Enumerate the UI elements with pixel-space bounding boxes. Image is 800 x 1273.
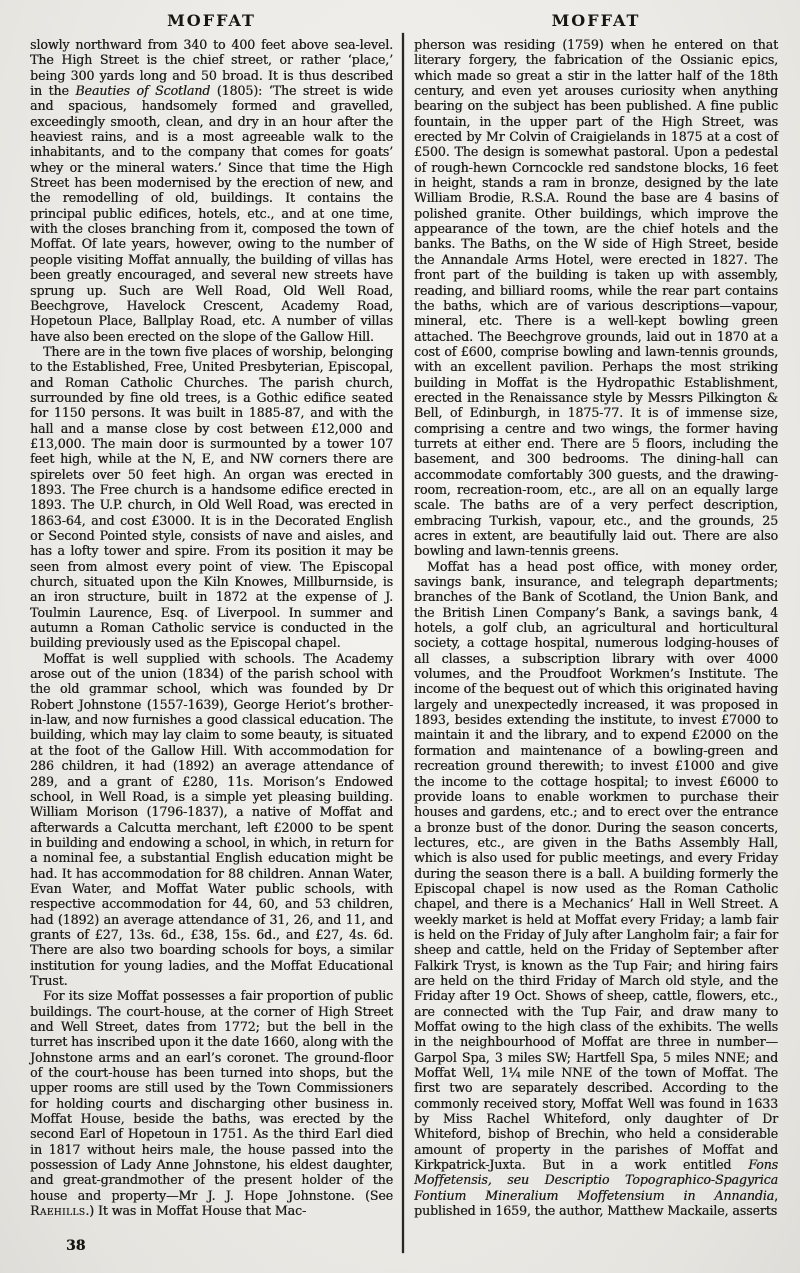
running-head-right: MOFFAT [551,11,641,30]
italic-title: Beauties of Scotland [75,83,211,99]
italic-title: Fons Moffetensis, seu Descriptio Topographico-Spagyrica Fontium Mineralium Moffetensium in Annandia [414,1157,778,1203]
paragraph [30,37,393,344]
column-divider-rule [402,33,404,1253]
body-text: Moffat is well supplied with schools. The Academy arose out of the union (1834) of the parish school with the old grammar school, which was founded by Dr Robert Johnstone (1557-1639), George Heriot’s brother-in-law, and now furnishes a good classical education. The building, which may lay claim to some beauty, is situated at the foot of the Gallow Hill. With accommodation for 286 children, it had (1892) an average attendance of 289, and a grant of £280, 11s. Morison’s Endowed school, in Well Road, is a simple yet pleasing building. William Morison (1796-1837), a native of Moffat and afterwards a Calcutta merchant, left £2000 to be spent in building and endowing a school, in which, in return for a nominal fee, a substantial English education might be had. It has accommodation for 88 children. Annan Water, Evan Water, and Moffat Water public schools, with respective accommodation for 44, 60, and 53 children, had (1892) an average attendance of 31, 26, and 11, and grants of £27, 13s. 6d., £38, 15s. 6d., and £27, 4s. 6d. There are also two boarding schools for boys, a similar institution for young ladies, and the Moffat Educational Trust. [30,650,393,988]
paragraph [414,559,778,1219]
left-column-text [30,37,393,1218]
paragraph [30,988,393,1218]
body-text: , published in 1659, the author, Matthew Mackaile, asserts [414,1187,778,1219]
page-number: 38 [66,1238,86,1254]
right-column-text [414,37,778,1218]
running-head-left: MOFFAT [167,11,256,30]
body-text: pherson was residing (1759) when he entered on that literary forgery, the fabrication of the Ossianic epics, which made so great a stir in the latter half of the 18th century, and even yet arouses curiosity when anything bearing on the subject has been published. A fine public fountain, in the upper part of the High Street, was erected by Mr Colvin of Craigielands in 1875 at a cost of £500. The design is somewhat pastoral. Upon a pedestal of rough-hewn Corncockle red sandstone blocks, 16 feet in height, stands a ram in bronze, designed by the late William Brodie, R.S.A. Round the base are 4 basins of polished granite. Other buildings, which improve the appearance of the town, are the chief hotels and the banks. The Baths, on the W side of High Street, beside the Annandale Arms Hotel, were erected in 1827. The front part of the building is taken up with assembly, reading, and billiard rooms, while the rear part contains the baths, which are of various descriptions—vapour, mineral, etc. There is a well-kept bowling green attached. The Beechgrove grounds, laid out in 1870 at a cost of £600, comprise bowling and lawn-tennis grounds, with an excellent pavilion. Perhaps the most striking building in Moffat is the Hydropathic Establishment, erected in the Renaissance style by Messrs Pilkington & Bell, of Edinburgh, in 1875-77. It is of immense size, comprising a centre and two wings, the former having turrets at either end. There are 5 floors, including the basement, and 300 bedrooms. The dining-hall can accommodate comfortably 300 guests, and the drawing-room, recreation-room, etc., are all on an equally large scale. The baths are of a very perfect description, embracing Turkish, vapour, etc., and the grounds, 25 acres in extent, are beautifully laid out. There are also bowling and lawn-tennis greens. [414,37,778,559]
paragraph [30,344,393,651]
body-text: (1805): ‘The street is wide and spacious, handsomely formed and gravelled, exceedingly smooth, clean, and dry in an hour after the heaviest rains, and is a most agreeable walk to the inhabitants, and to the company that comes for goats’ whey or the mineral waters.’ Since that time the High Street has been modernised by the erection of new, and the remodelling of old, buildings. It contains the principal public edifices, hotels, etc., and at one time, with the closes branching from it, composed the town of Moffat. Of late years, however, owing to the number of people visiting Moffat annually, the building of villas has been greatly encouraged, and several new streets have sprung up. Such are Well Road, Old Well Road, Beechgrove, Havelock Crescent, Academy Road, Hopetoun Place, Ballplay Road, etc. A number of villas have also been erected on the slope of the Gallow Hill. [30,83,393,344]
paragraph [414,37,778,559]
paragraph [30,651,393,989]
body-text: There are in the town five places of worship, belonging to the Established, Free, United Presbyterian, Episcopal, and Roman Catholic Churches. The parish church, surrounded by fine old trees, is a Gothic edifice seated for 1150 persons. It was built in 1885-87, and with the hall and a manse close by cost between £12,000 and £13,000. The main door is surmounted by a tower 107 feet high, while at the N, E, and NW corners there are spirelets over 50 feet high. An organ was erected in 1893. The Free church is a handsome edifice erected in 1893. The U.P. church, in Old Well Road, was erected in 1863-64, and cost £3000. It is in the Decorated English or Second Pointed style, consists of nave and aisles, and has a lofty tower and spire. From its position it may be seen from almost every point of view. The Episcopal church, situated upon the Kiln Knowes, Millburnside, is an iron structure, built in 1872 at the expense of J. Toulmin Laurence, Esq. of Liverpool. In summer and autumn a Roman Catholic service is conducted in the building previously used as the Episcopal chapel. [30,343,393,651]
body-text: slowly northward from 340 to 400 feet above sea-level. The High Street is the chief street, or rather ‘place,’ being 300 yards long and 50 broad. It is thus described in the [30,37,393,99]
body-text: For its size Moffat possesses a fair proportion of public buildings. The court-house, at the corner of High Street and Well Street, dates from 1772; but the bell in the turret has inscribed upon it the date 1660, along with the Johnstone arms and an earl’s coronet. The ground-floor of the court-house has been turned into shops, but the upper rooms are still used by the Town Commissioners for holding courts and discharging other business in. Moffat House, beside the baths, was erected by the second Earl of Hopetoun in 1751. As the third Earl died in 1817 without heirs male, the house passed into the possession of Lady Anne Johnstone, his eldest daughter, and great-grandmother of the present holder of the house and property—Mr J. J. Hope Johnstone. (See [30,988,393,1203]
small-caps-reference: Raehills [30,1203,86,1219]
body-text: Moffat has a head post office, with money order, savings bank, insurance, and telegraph departments; branches of the Bank of Scotland, the Union Bank, and the British Linen Company’s Bank, a savings bank, 4 hotels, a golf club, an agricultural and horticultural society, a cottage hospital, numerous lodging-houses of all classes, a subscription library with over 4000 volumes, and the Proudfoot Workmen’s Institute. The income of the bequest out of which this originated having largely and unexpectedly increased, it was proposed in 1893, besides extending the institute, to invest £7000 to maintain it and the library, and to expend £2000 on the formation and maintenance of a bowling-green and recreation ground therewith; to invest £1000 and give the income to the cottage hospital; to invest £6000 to provide loans to enable workmen to purchase their houses and gardens, etc.; and to erect over the entrance a bronze bust of the donor. During the season concerts, lectures, etc., are given in the Baths Assembly Hall, which is also used for public meetings, and every Friday during the season there is a ball. A building formerly the Episcopal chapel is now used as the Roman Catholic chapel, and there is a Mechanics’ Hall in Well Street. A weekly market is held at Moffat every Friday; a lamb fair is held on the Friday of July after Langholm fair; a fair for sheep and cattle, held on the Friday of September after Falkirk Tryst, is known as the Tup Fair; and hiring fairs are held on the third Friday of March old style, and the Friday after 19 Oct. Shows of sheep, cattle, flowers, etc., are connected with the Tup Fair, and draw many to Moffat owing to the high class of the exhibits. The wells in the neighbourhood of Moffat are three in number—Garpol Spa, 3 miles SW; Hartfell Spa, 5 miles NNE; and Moffat Well, 1¼ mile NNE of the town of Moffat. The first two are separately described. According to the commonly received story, Moffat Well was found in 1633 by Miss Rachel Whiteford, only daughter of Dr Whiteford, bishop of Brechin, who held a considerable amount of property in the parishes of Moffat and Kirkpatrick-Juxta. But in a work entitled [414,558,778,1173]
body-text: .) It was in Moffat House that Mac- [85,1203,307,1219]
